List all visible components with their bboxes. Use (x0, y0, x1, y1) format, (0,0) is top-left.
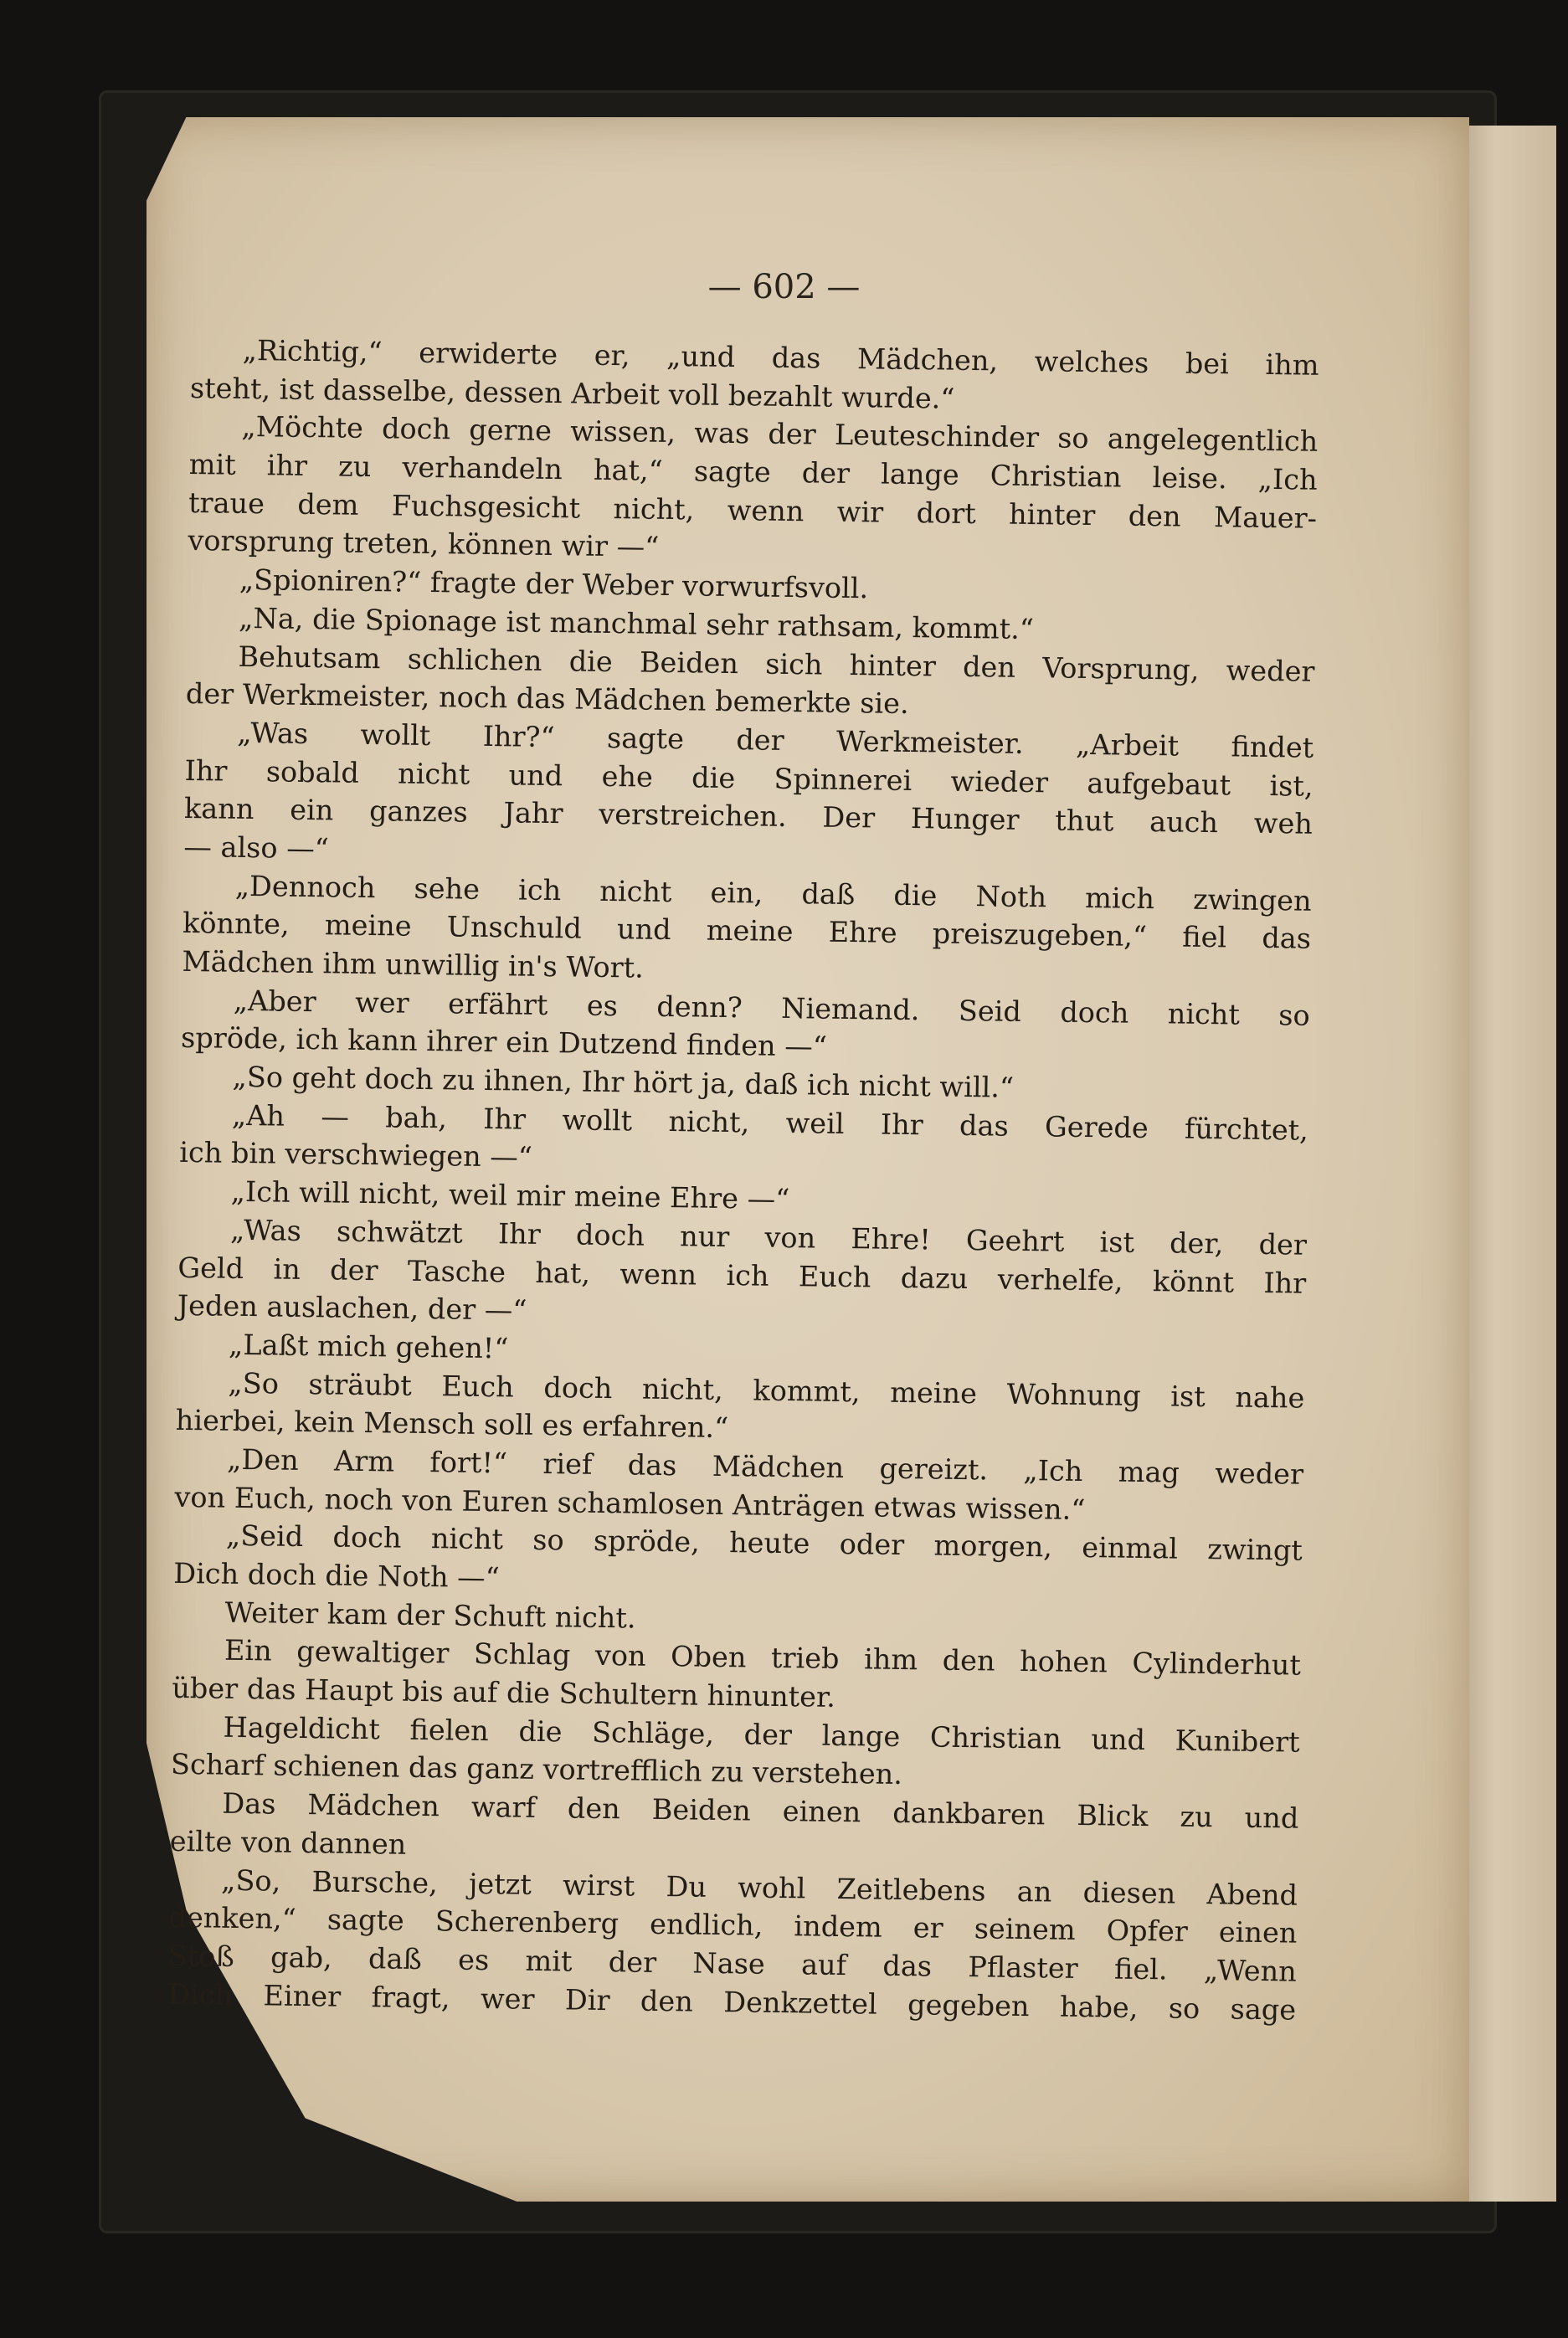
page-number: — 602 — (707, 268, 861, 306)
text-line: — also —“ (183, 830, 330, 866)
text-line: „So geht doch zu ihnen, Ihr hört ja, daß ich nicht will.“ (232, 1060, 1015, 1104)
text-line: Mädchen ihm unwillig in's Wort. (182, 944, 645, 984)
text-line: Stoß gab, daß es mit der Nase auf das Pflaster fiel. „Wenn (167, 1939, 1298, 1988)
text-line: „Dennoch sehe ich nicht ein, daß die Noth mich zwingen (234, 869, 1312, 917)
text-line: „So sträubt Euch doch nicht, kommt, meine Wohnung ist nahe (228, 1366, 1305, 1415)
text-line: Ein gewaltiger Schlag von Oben trieb ihm den hohen Cylinderhut (224, 1634, 1302, 1683)
text-line: „Richtig,“ erwiderte er, „und das Mädchen, welches bei ihm (242, 333, 1319, 382)
text-line: denken,“ sagte Scherenberg endlich, indem er seinem Opfer einen (168, 1901, 1298, 1950)
text-line: „Spioniren?“ fragte der Weber vorwurfsvoll. (239, 563, 869, 605)
text-line: „Was schwätzt Ihr doch nur von Ehre! Geehrt ist der, der (229, 1213, 1308, 1261)
text-line: Dich doch die Noth —“ (173, 1556, 501, 1595)
text-line: über das Haupt bis auf die Schultern hinunter. (172, 1671, 836, 1714)
text-line: Scharf schienen das ganz vortrefflich zu verstehen. (170, 1748, 903, 1791)
text-line: von Euch, noch von Euren schamlosen Anträgen etwas wissen.“ (174, 1480, 1086, 1526)
text-line: eilte von dannen (169, 1824, 407, 1861)
facing-page-edge (1461, 126, 1556, 2202)
text-line: „So, Bursche, jetzt wirst Du wohl Zeitlebens an diesen Abend (220, 1863, 1298, 1912)
text-line: steht, ist dasselbe, dessen Arbeit voll bezahlt wurde.“ (189, 371, 955, 415)
page-text (167, 331, 1319, 2029)
text-line: ich bin verschwiegen —“ (179, 1136, 533, 1174)
text-line: Weiter kam der Schuft nicht. (224, 1595, 636, 1635)
text-line: Das Mädchen warf den Beiden einen dankbaren Blick zu und (222, 1786, 1299, 1835)
text-line: hierbei, kein Mensch soll es erfahren.“ (175, 1404, 729, 1445)
text-line: „Laßt mich gehen!“ (228, 1328, 509, 1365)
text-line: „Na, die Spionage ist manchmal sehr rathsam, kommt.“ (238, 601, 1035, 645)
text-line: Behutsam schlichen die Beiden sich hinter den Vorsprung, weder (238, 640, 1315, 688)
text-line: „Möchte doch gerne wissen, was der Leuteschinder so angelegentlich (241, 410, 1319, 459)
text-line: mit ihr zu verhandeln hat,“ sagte der lange Christian leise. „Ich (188, 448, 1318, 496)
text-line: „Den Arm fort!“ rief das Mädchen gereizt. „Ich mag weder (226, 1442, 1304, 1491)
text-line: „Seid doch nicht so spröde, heute oder morgen, einmal zwingt (225, 1519, 1303, 1567)
text-line: Dich Einer fragt, wer Dir den Denkzettel gegeben habe, so sage (167, 1977, 1297, 2027)
text-line: der Werkmeister, noch das Mädchen bemerkte sie. (185, 677, 909, 721)
text-line: Geld in der Tasche hat, wenn ich Euch dazu verhelfe, könnt Ihr (177, 1251, 1307, 1300)
text-line: „Ich will nicht, weil mir meine Ehre —“ (230, 1174, 790, 1216)
text-line: „Ah — bah, Ihr wollt nicht, weil Ihr das Gerede fürchtet, (231, 1098, 1309, 1147)
text-line: könnte, meine Unschuld und meine Ehre preiszugeben,“ fiel das (182, 907, 1312, 956)
text-line: Ihr sobald nicht und ehe die Spinnerei wieder aufgebaut ist, (184, 753, 1314, 803)
text-line: vorsprung treten, können wir —“ (188, 524, 660, 564)
text-line: spröde, ich kann ihrer ein Dutzend finden —“ (180, 1021, 828, 1064)
text-line: traue dem Fuchsgesicht nicht, wenn wir dort hinter den Mauer- (188, 486, 1318, 535)
text-line: Jeden auslachen, der —“ (177, 1289, 527, 1327)
text-line: Hageldicht fielen die Schläge, der lange Christian und Kunibert (223, 1710, 1300, 1759)
text-line: kann ein ganzes Jahr verstreichen. Der Hunger thut auch weh (183, 792, 1314, 841)
text-line: „Aber wer erfährt es denn? Niemand. Seid doch nicht so (233, 984, 1310, 1032)
text-line: „Was wollt Ihr?“ sagte der Werkmeister. „Arbeit findet (237, 716, 1314, 764)
